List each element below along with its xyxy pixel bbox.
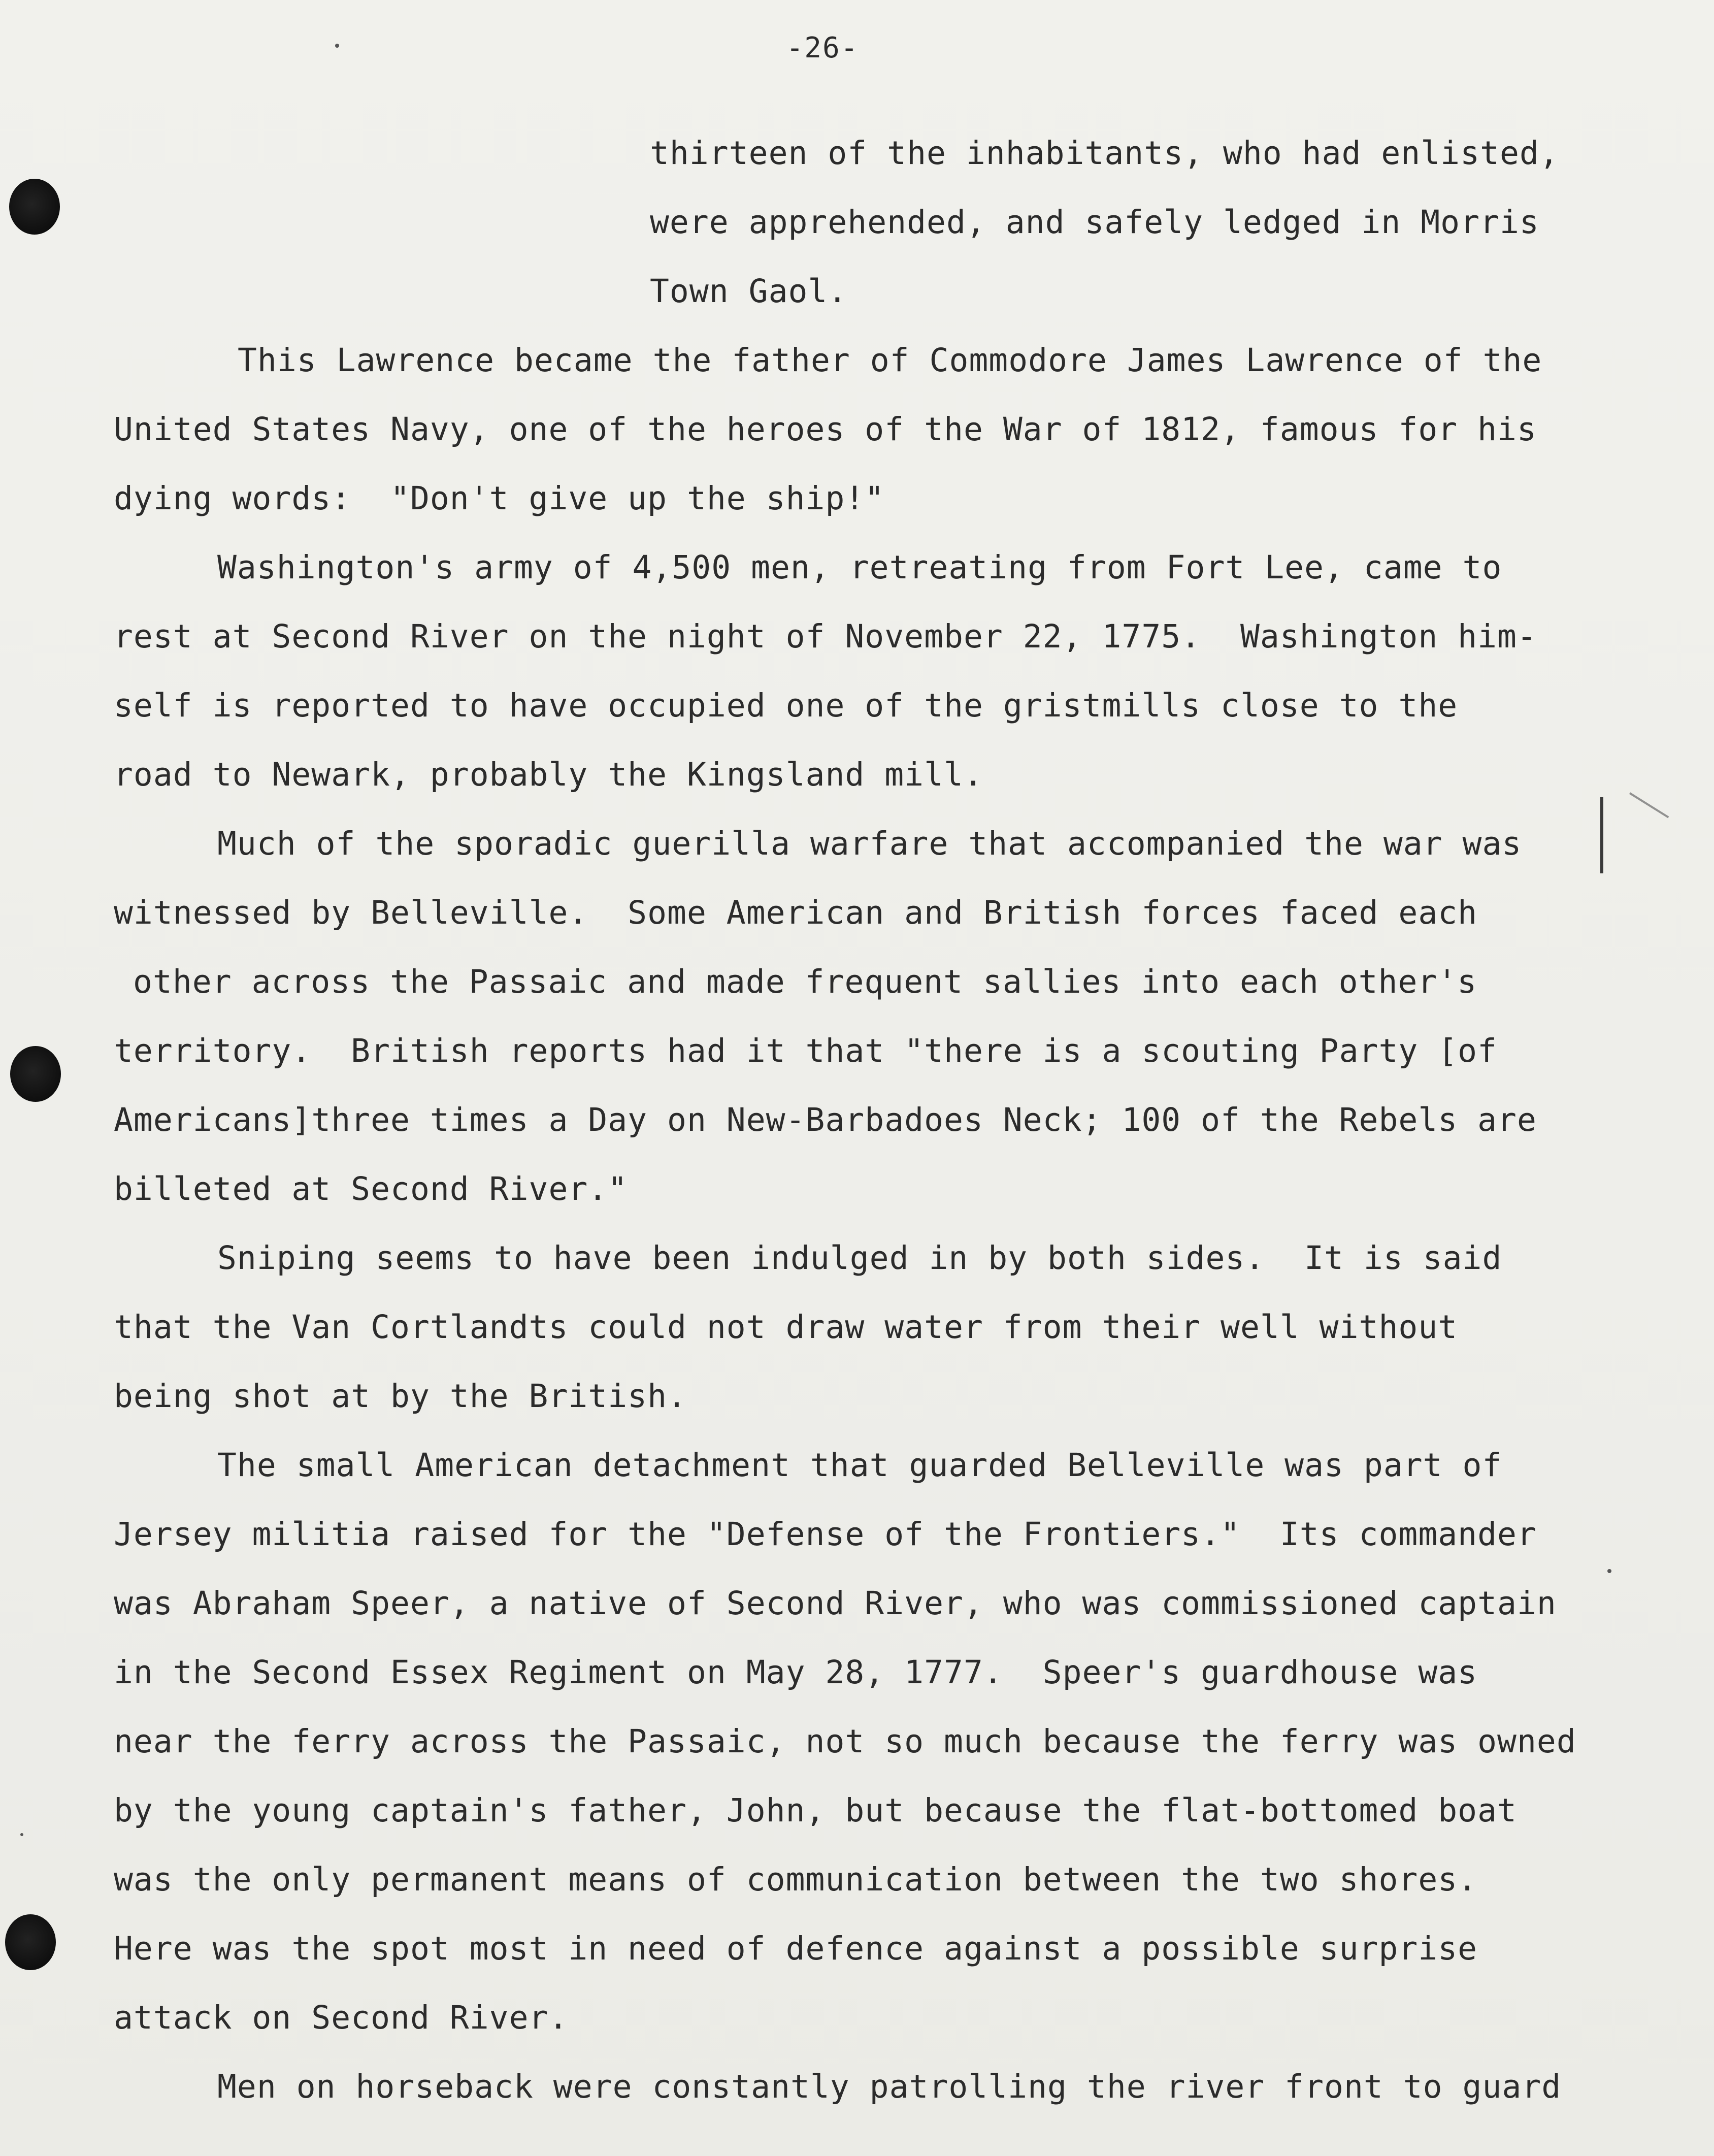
- text-line: self is reported to have occupied one of the gristmills close to the: [114, 687, 1458, 724]
- text-line: Washington's army of 4,500 men, retreating from Fort Lee, came to: [217, 549, 1502, 586]
- punch-hole: [5, 1914, 56, 1970]
- text-line: in the Second Essex Regiment on May 28, 1777. Speer's guardhouse was: [114, 1654, 1478, 1691]
- text-line: The small American detachment that guarded Belleville was part of: [217, 1447, 1502, 1484]
- text-line: that the Van Cortlandts could not draw water from their well without: [114, 1309, 1458, 1346]
- stray-pencil-mark: [1629, 792, 1669, 818]
- text-line: Men on horseback were constantly patrolling the river front to guard: [217, 2068, 1562, 2105]
- text-line: thirteen of the inhabitants, who had enlisted,: [650, 135, 1559, 172]
- text-line: being shot at by the British.: [114, 1378, 687, 1415]
- text-line: near the ferry across the Passaic, not so much because the ferry was owned: [114, 1723, 1576, 1760]
- punch-hole: [9, 179, 60, 235]
- text-line: Here was the spot most in need of defence against a possible surprise: [114, 1930, 1478, 1967]
- text-line: Sniping seems to have been indulged in by both sides. It is said: [217, 1239, 1502, 1277]
- text-line: witnessed by Belleville. Some American and British forces faced each: [114, 894, 1478, 931]
- punch-hole: [10, 1046, 61, 1102]
- text-line: territory. British reports had it that "there is a scouting Party [of: [114, 1032, 1498, 1069]
- text-line: road to Newark, probably the Kingsland mill.: [114, 756, 983, 793]
- text-line: Americans]three times a Day on New-Barbadoes Neck; 100 of the Rebels are: [114, 1101, 1537, 1138]
- text-line: United States Navy, one of the heroes of the War of 1812, famous for his: [114, 411, 1537, 448]
- text-line: attack on Second River.: [114, 1999, 569, 2036]
- text-line: was Abraham Speer, a native of Second River, who was commissioned captain: [114, 1585, 1557, 1622]
- ink-speck: [20, 1833, 23, 1836]
- page-number: -26-: [786, 31, 859, 64]
- text-line: Town Gaol.: [650, 273, 848, 310]
- margin-mark: [1600, 797, 1603, 873]
- ink-speck: [335, 44, 339, 48]
- text-line: other across the Passaic and made frequent sallies into each other's: [133, 963, 1477, 1000]
- text-line: Jersey militia raised for the "Defense of the Frontiers." Its commander: [114, 1516, 1537, 1553]
- text-line: was the only permanent means of communication between the two shores.: [114, 1861, 1478, 1898]
- text-line: dying words: "Don't give up the ship!": [114, 480, 885, 517]
- text-line: This Lawrence became the father of Commodore James Lawrence of the: [238, 342, 1542, 379]
- text-line: billeted at Second River.": [114, 1170, 628, 1207]
- text-line: by the young captain's father, John, but because the flat-bottomed boat: [114, 1792, 1517, 1829]
- ink-speck: [1607, 1569, 1611, 1573]
- text-line: Much of the sporadic guerilla warfare that accompanied the war was: [217, 825, 1522, 862]
- text-line: were apprehended, and safely ledged in Morris: [650, 204, 1539, 241]
- text-line: rest at Second River on the night of November 22, 1775. Washington him-: [114, 618, 1537, 655]
